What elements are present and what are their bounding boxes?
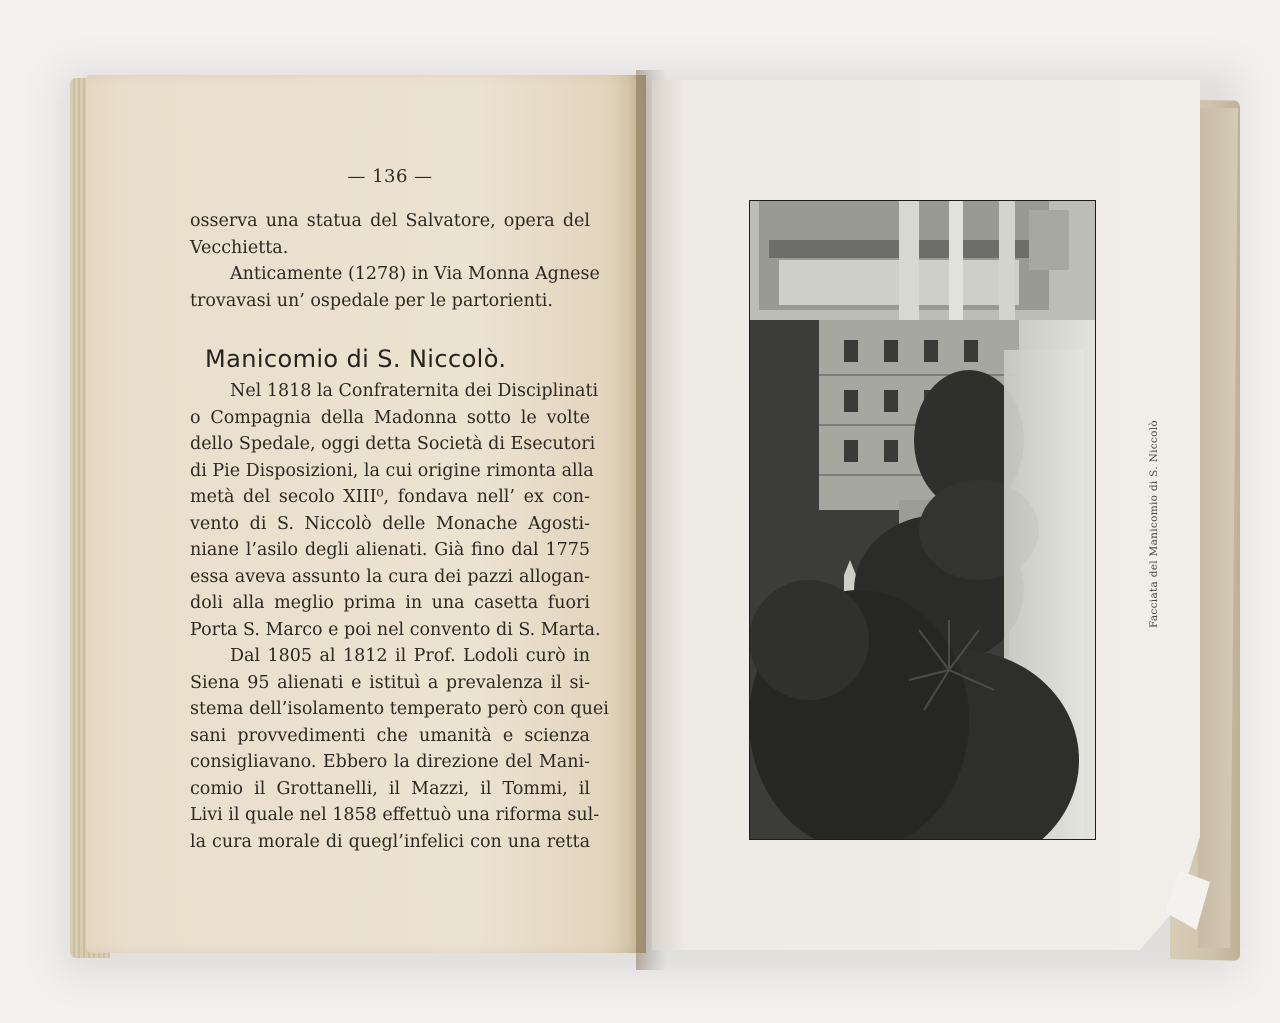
text-line: di Pie Disposizioni, la cui origine rimonta alla xyxy=(190,460,594,481)
text-line: vento di S. Niccolò delle Monache Agosti- xyxy=(190,513,590,534)
text-line: o Compagnia della Madonna sotto le volte xyxy=(190,407,590,428)
text-line: consigliavano. Ebbero la direzione del Mani- xyxy=(190,752,590,772)
text-line: trovavasi un’ ospedale per le partorienti. xyxy=(190,290,553,311)
text-line: Anticamente (1278) in Via Monna Agnese xyxy=(230,264,600,284)
intro-paragraph xyxy=(190,208,600,314)
text-line: dello Spedale, oggi detta Società di Esecutori xyxy=(190,434,596,454)
text-line: comio il Grottanelli, il Mazzi, il Tommi, il xyxy=(190,778,590,799)
text-line: osserva una statua del Salvatore, opera del xyxy=(190,211,590,231)
photo-caption: Facciata del Manicomio di S. Niccolò xyxy=(1148,420,1160,628)
text-line: niane l’asilo degli alienati. Già fino dal 1775 xyxy=(190,540,590,560)
text-line: doli alla meglio prima in una casetta fuori xyxy=(190,593,590,613)
text-line: Porta S. Marco e poi nel convento di S. Marta. xyxy=(190,619,601,640)
text-line: essa aveva assunto la cura dei pazzi allogan- xyxy=(190,566,590,587)
text-line: sani provvedimenti che umanità e scienza xyxy=(190,725,590,746)
text-line: Nel 1818 la Confraternita dei Disciplinati xyxy=(230,381,599,401)
text-line: la cura morale di quegl’infelici con una retta xyxy=(190,831,590,852)
body-paragraph xyxy=(190,378,609,855)
text-line: Livi il quale nel 1858 effettuò una riforma sul- xyxy=(190,805,600,825)
text-line: stema dell’isolamento temperato però con quei xyxy=(190,699,609,719)
building-photograph xyxy=(749,200,1096,840)
text-line: Dal 1805 al 1812 il Prof. Lodoli curò in xyxy=(230,646,590,666)
text-line: metà del secolo XIII⁰, fondava nell’ ex con- xyxy=(190,487,590,507)
text-line: Vecchietta. xyxy=(190,237,289,258)
photograph-illustration xyxy=(749,200,1096,840)
text-line: Siena 95 alienati e istituì a prevalenza il si- xyxy=(190,672,590,693)
page-number: — 136 — xyxy=(347,166,433,187)
section-heading: Manicomio di S. Niccolò. xyxy=(205,345,507,373)
